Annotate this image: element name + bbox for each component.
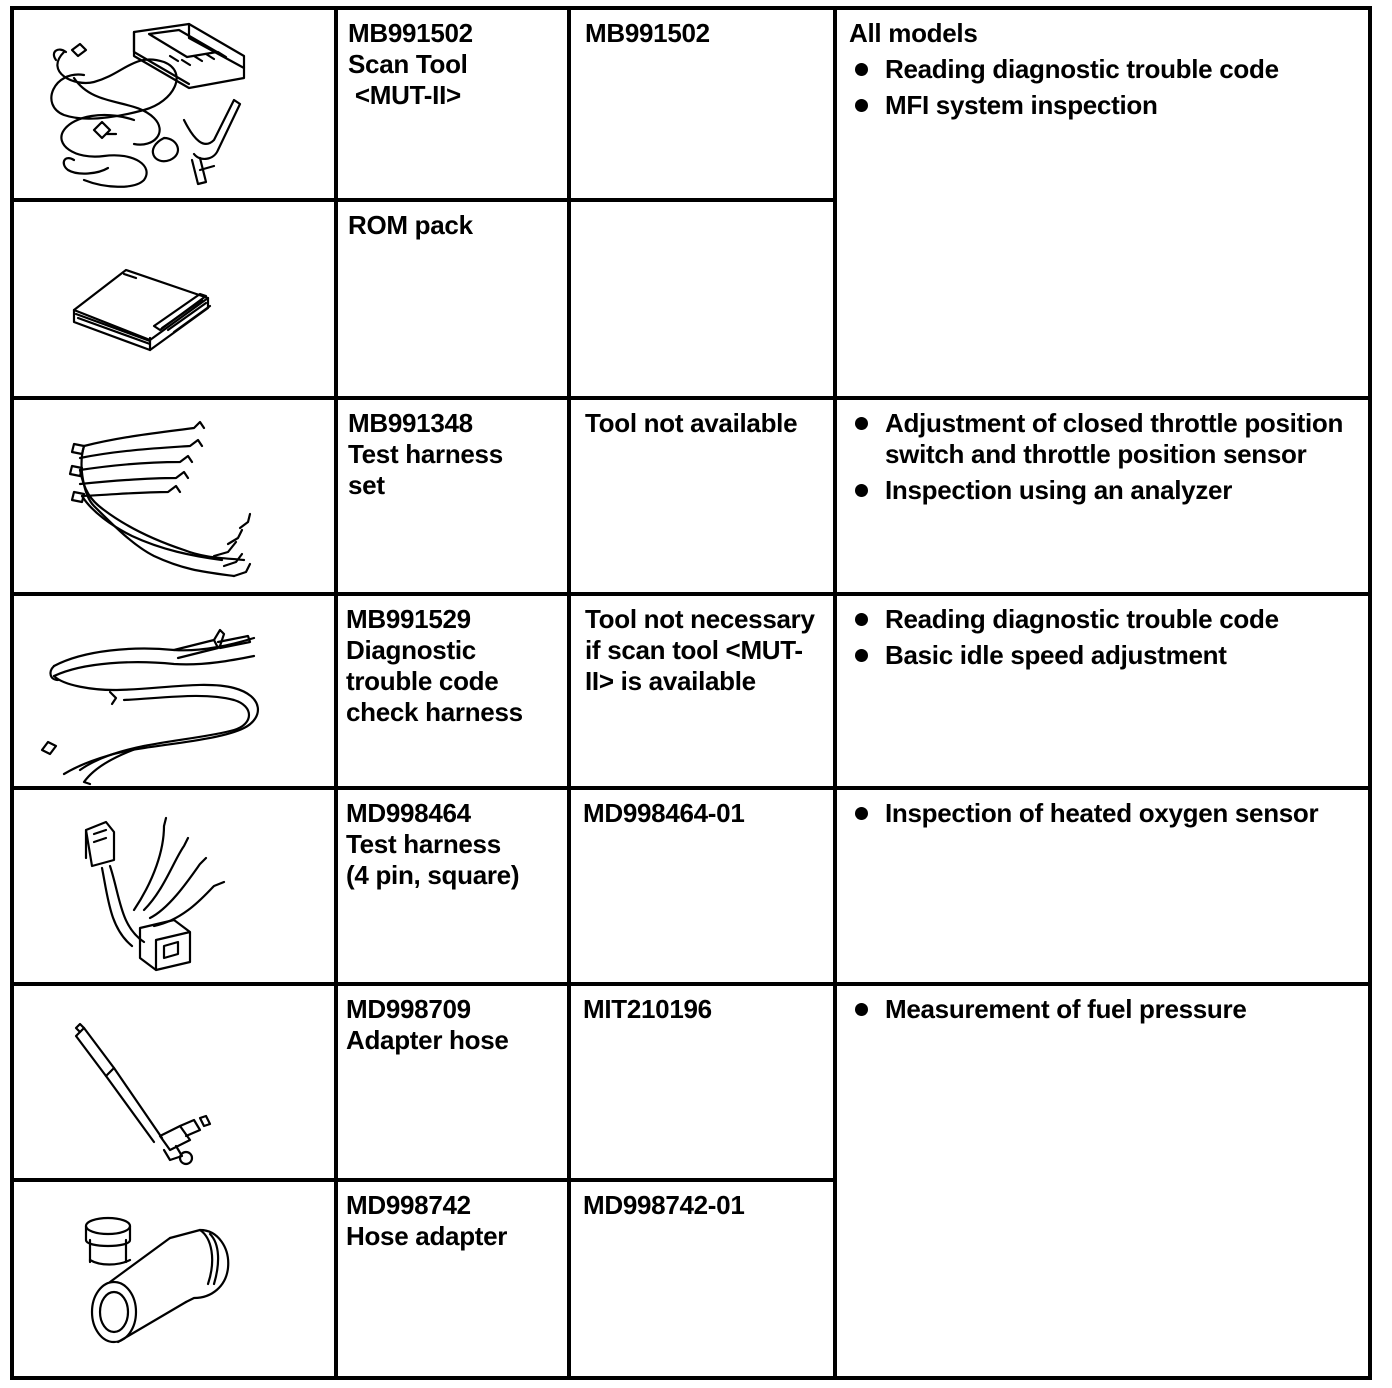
special-tools-table xyxy=(10,6,1372,1380)
tool-name-line: check harness xyxy=(346,697,523,727)
test-harness-set-icon xyxy=(14,400,334,592)
application-cell xyxy=(833,786,1372,986)
application-bullet: Adjustment of closed throttle position switch and throttle position sensor xyxy=(849,408,1360,470)
tool-number: MD998709 xyxy=(346,994,471,1024)
tool-name-line: (4 pin, square) xyxy=(346,860,520,890)
tool-number-cell xyxy=(334,396,571,596)
supersession-cell xyxy=(567,786,837,986)
supersession-cell xyxy=(567,198,837,400)
tool-illustration-cell xyxy=(10,982,338,1182)
tool-name: Scan Tool xyxy=(348,49,468,79)
application-bullet: Inspection of heated oxygen sensor xyxy=(849,798,1360,829)
application-cell xyxy=(833,592,1372,790)
tool-number: MB991348 xyxy=(348,408,473,438)
adapter-hose-icon xyxy=(14,986,334,1178)
supersession-cell xyxy=(567,396,837,596)
oxygen-sensor-harness-icon xyxy=(14,790,334,982)
supersession-text: II> is available xyxy=(585,666,756,696)
tool-number: MB991502 xyxy=(348,18,473,48)
tool-number: MD998464 xyxy=(346,798,471,828)
supersession-text: Tool not available xyxy=(585,408,798,438)
tool-illustration-cell xyxy=(10,6,338,202)
rom-pack-icon xyxy=(14,202,334,396)
tool-name-line: set xyxy=(348,470,385,500)
supersession-text: if scan tool <MUT- xyxy=(585,635,803,665)
tool-number-cell xyxy=(334,592,571,790)
tool-illustration-cell xyxy=(10,592,338,790)
tool-number-cell xyxy=(334,982,571,1182)
supersession-text: Tool not necessary xyxy=(585,604,815,634)
supersession-number: MB991502 xyxy=(585,18,710,48)
application-bullet: Reading diagnostic trouble code xyxy=(849,54,1360,85)
tool-illustration-cell xyxy=(10,198,338,400)
tool-number-cell xyxy=(334,1178,571,1380)
tool-number-cell xyxy=(334,6,571,202)
tool-name: Test harness xyxy=(346,829,501,859)
tool-number-cell xyxy=(334,786,571,986)
application-cell xyxy=(833,982,1372,1380)
supersession-number: MIT210196 xyxy=(583,994,712,1024)
application-bullet: Inspection using an analyzer xyxy=(849,475,1360,506)
hose-adapter-icon xyxy=(14,1182,334,1376)
application-bullet: MFI system inspection xyxy=(849,90,1360,121)
supersession-cell xyxy=(567,6,837,202)
tool-name: ROM pack xyxy=(348,210,473,240)
tool-name: Diagnostic xyxy=(346,635,476,665)
supersession-cell xyxy=(567,592,837,790)
supersession-cell xyxy=(567,1178,837,1380)
tool-name-line: trouble code xyxy=(346,666,499,696)
scan-tool-kit-icon xyxy=(14,10,334,198)
application-bullet: Measurement of fuel pressure xyxy=(849,994,1360,1025)
tool-name: Test harness xyxy=(348,439,503,469)
supersession-cell xyxy=(567,982,837,1182)
tool-illustration-cell xyxy=(10,1178,338,1380)
application-cell xyxy=(833,396,1372,596)
tool-name-line: <MUT-II> xyxy=(348,80,461,110)
tool-name: Adapter hose xyxy=(346,1025,509,1055)
check-harness-icon xyxy=(14,596,334,786)
application-cell xyxy=(833,6,1372,400)
application-bullet: Basic idle speed adjustment xyxy=(849,640,1360,671)
supersession-number: MD998464-01 xyxy=(583,798,745,828)
application-bullet: Reading diagnostic trouble code xyxy=(849,604,1360,635)
supersession-number: MD998742-01 xyxy=(583,1190,745,1220)
tool-number-cell xyxy=(334,198,571,400)
tool-number: MD998742 xyxy=(346,1190,471,1220)
application-heading: All models xyxy=(849,18,978,48)
tool-illustration-cell xyxy=(10,396,338,596)
tool-illustration-cell xyxy=(10,786,338,986)
tool-name: Hose adapter xyxy=(346,1221,508,1251)
tool-number: MB991529 xyxy=(346,604,471,634)
